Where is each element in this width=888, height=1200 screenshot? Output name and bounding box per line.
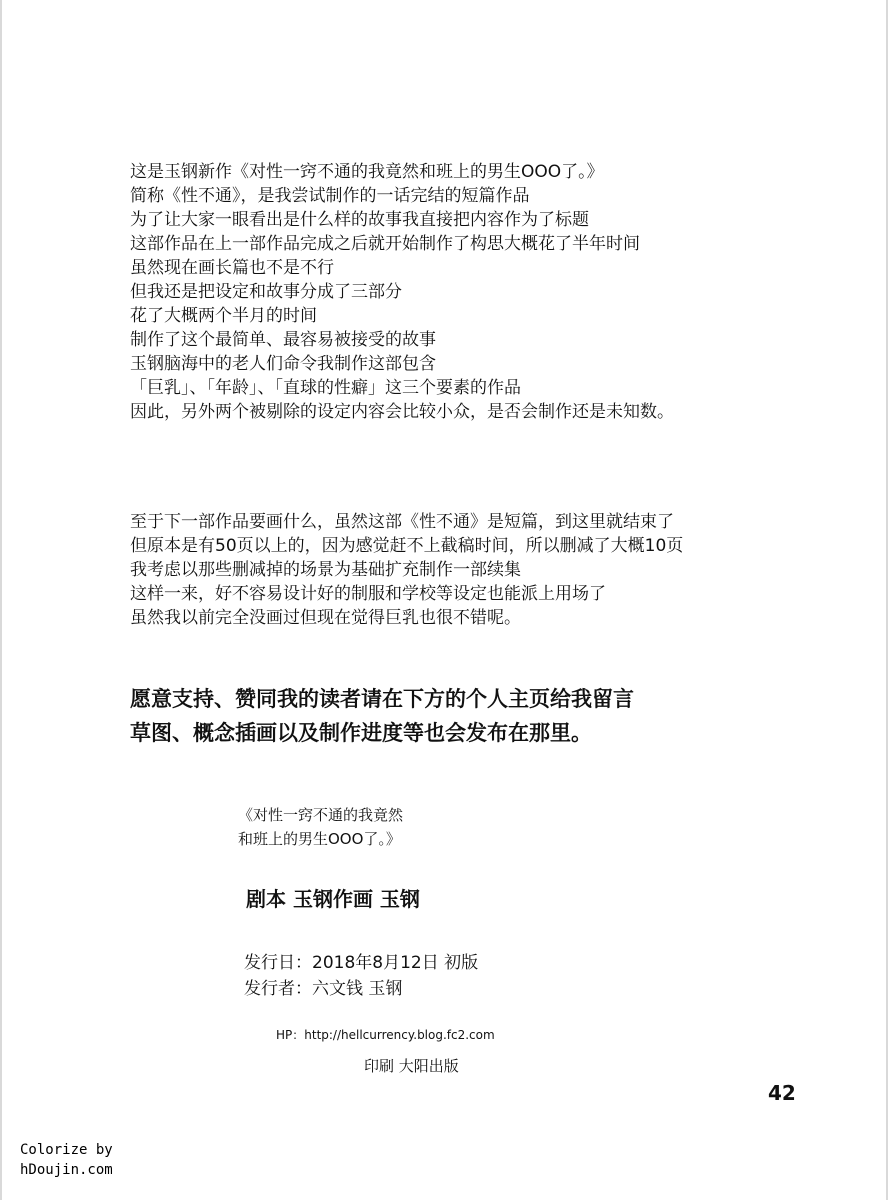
text-line: 但我还是把设定和故事分成了三部分 <box>130 282 402 302</box>
afterword-paragraph-3 <box>130 682 830 750</box>
homepage-url: HP：http://hellcurrency.blog.fc2.com <box>276 1028 495 1042</box>
publisher: 发行者：六文钱 玉钢 <box>244 979 403 999</box>
text-line: 愿意支持、赞同我的读者请在下方的个人主页给我留言 <box>130 687 634 711</box>
colophon-title-line: 和班上的男生OOO了。》 <box>238 830 401 848</box>
watermark-line: hDoujin.com <box>20 1162 113 1178</box>
watermark <box>20 1140 113 1180</box>
text-line: 至于下一部作品要画什么，虽然这部《性不通》是短篇，到这里就结束了 <box>130 512 674 532</box>
colophon-title <box>238 803 403 851</box>
text-line: 花了大概两个半月的时间 <box>130 306 317 326</box>
release-date: 发行日：2018年8月12日 初版 <box>244 953 479 973</box>
colophon-title-line: 《对性一窍不通的我竟然 <box>238 806 404 824</box>
text-line: 我考虑以那些删减掉的场景为基础扩充制作一部续集 <box>130 560 521 580</box>
text-line: 玉钢脑海中的老人们命令我制作这部包含 <box>130 354 436 374</box>
text-line: 这样一来，好不容易设计好的制服和学校等设定也能派上用场了 <box>130 584 606 604</box>
text-line: 虽然我以前完全没画过但现在觉得巨乳也很不错呢。 <box>130 608 521 628</box>
colophon-credits: 剧本 玉钢作画 玉钢 <box>246 887 420 911</box>
page-border-left <box>0 0 2 1200</box>
text-line: 但原本是有50页以上的，因为感觉赶不上截稿时间，所以删减了大概10页 <box>130 536 684 556</box>
watermark-line: Colorize by <box>20 1142 113 1158</box>
printer: 印刷 大阳出版 <box>364 1057 459 1075</box>
afterword-paragraph-1 <box>130 160 830 424</box>
page-number: 42 <box>768 1081 796 1105</box>
text-line: 「巨乳」、「年龄」、「直球的性癖」这三个要素的作品 <box>130 378 521 398</box>
text-line: 制作了这个最简单、最容易被接受的故事 <box>130 330 436 350</box>
text-line: 草图、概念插画以及制作进度等也会发布在那里。 <box>130 721 592 745</box>
text-line: 因此，另外两个被剔除的设定内容会比较小众，是否会制作还是未知数。 <box>130 402 674 422</box>
colophon-publication-info <box>244 950 478 1002</box>
text-line: 虽然现在画长篇也不是不行 <box>130 258 334 278</box>
afterword-paragraph-2 <box>130 510 830 630</box>
text-line: 这是玉钢新作《对性一窍不通的我竟然和班上的男生OOO了。》 <box>130 162 604 182</box>
text-line: 为了让大家一眼看出是什么样的故事我直接把内容作为了标题 <box>130 210 589 230</box>
text-line: 这部作品在上一部作品完成之后就开始制作了构思大概花了半年时间 <box>130 234 640 254</box>
text-line: 简称《性不通》，是我尝试制作的一话完结的短篇作品 <box>130 186 530 206</box>
